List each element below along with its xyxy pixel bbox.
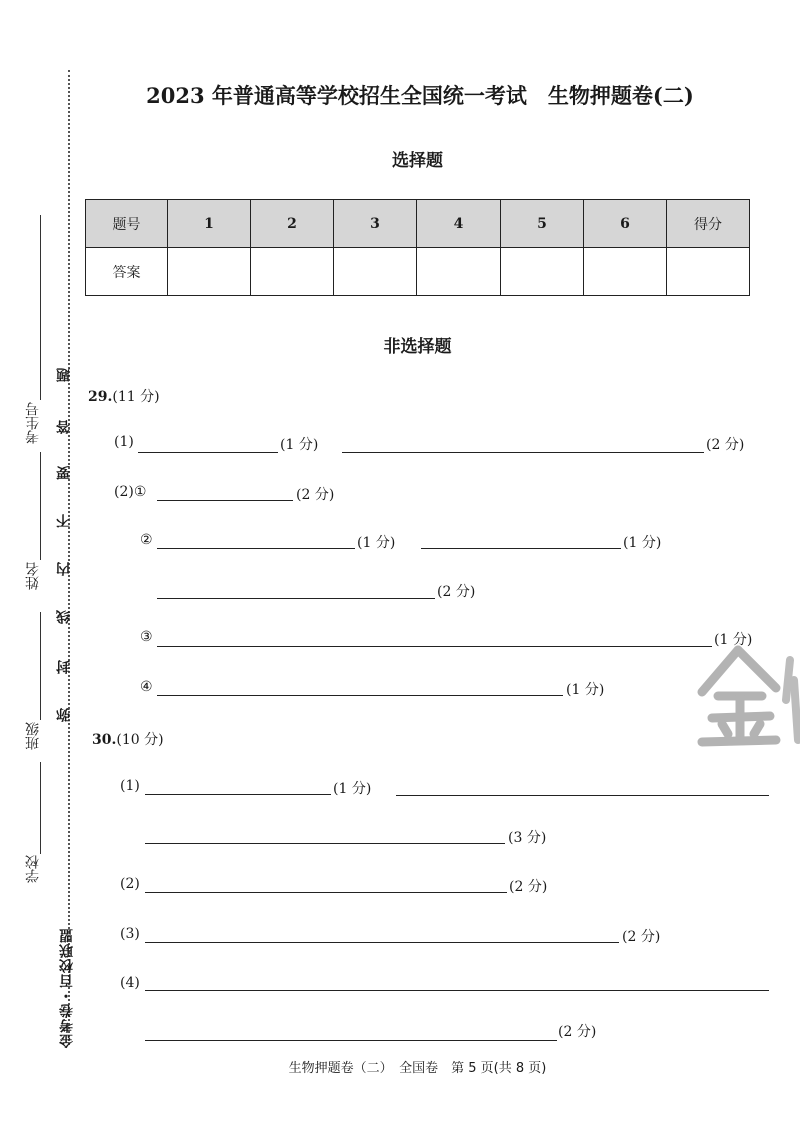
page-title: 2023 年普通高等学校招生全国统一考试 生物押题卷(二) [146,83,694,108]
jin-watermark-icon [690,640,800,750]
q30-part3-label: (3) [120,926,140,942]
brand-label: 金考卷・百校联盟 [59,928,75,1048]
question-score: (11 分) [112,389,160,405]
school-label: 学校 [25,855,41,883]
answer-blank[interactable] [157,646,712,647]
answer-blank[interactable] [157,598,435,599]
question-number: 29. [88,389,113,405]
points-label: (1 分) [566,682,605,698]
answer-table [85,199,750,296]
answer-table-header-row [86,200,750,248]
header-cell: 1 [168,200,251,248]
name-label: 姓名 [25,562,41,590]
points-label: (2 分) [437,584,476,600]
header-cell: 3 [334,200,417,248]
question-score: (10 分) [116,732,164,748]
answer-cell[interactable] [584,248,667,296]
answer-cell[interactable] [334,248,417,296]
header-cell: 得分 [667,200,750,248]
q30-part1-label: (1) [120,778,140,794]
school-field[interactable] [40,762,41,854]
answer-blank[interactable] [157,695,563,696]
q29-part1-label: (1) [114,434,134,450]
answer-blank[interactable] [157,548,355,549]
answer-blank[interactable] [145,843,505,844]
header-cell: 2 [251,200,334,248]
question-30-header [92,729,164,749]
answer-blank[interactable] [157,500,293,501]
answer-cell[interactable] [251,248,334,296]
points-label: (2 分) [296,487,335,503]
header-cell: 4 [417,200,501,248]
exam-number-label: 考生号 [25,402,41,444]
q29-part2-item2-label: ② [140,532,153,548]
row-label: 答案 [86,248,168,296]
points-label: (3 分) [508,830,547,846]
question-number: 30. [92,732,117,748]
points-label: (1 分) [333,781,372,797]
points-label: (1 分) [357,535,396,551]
section-title-nonchoice: 非选择题 [383,337,452,357]
answer-blank[interactable] [145,942,619,943]
q30-part4-label: (4) [120,975,140,991]
seal-char: 内 [56,562,72,576]
seal-char: 题 [56,368,72,382]
answer-blank[interactable] [421,548,621,549]
exam-number-field[interactable] [40,215,41,400]
answer-cell[interactable] [417,248,501,296]
q29-part2-label: (2)① [114,484,147,500]
answer-cell[interactable] [501,248,584,296]
seal-char: 要 [56,466,72,480]
header-cell: 题号 [86,200,168,248]
points-label: (1 分) [623,535,662,551]
seal-char: 不 [56,514,72,528]
seal-char: 答 [56,420,72,434]
answer-blank[interactable] [145,990,769,991]
header-cell: 5 [501,200,584,248]
page-footer: 生物押题卷（二） 全国卷 第 5 页(共 8 页) [288,1061,547,1076]
points-label: (2 分) [622,929,661,945]
points-label: (2 分) [509,879,548,895]
class-field[interactable] [40,612,41,720]
points-label: (2 分) [558,1024,597,1040]
score-cell[interactable] [667,248,750,296]
points-label: (1 分) [280,437,319,453]
seal-char: 线 [56,610,72,624]
seal-char: 封 [56,660,72,674]
seal-char: 弥 [56,708,72,722]
name-field[interactable] [40,452,41,560]
answer-cell[interactable] [168,248,251,296]
answer-blank[interactable] [396,795,769,796]
q29-part2-item3-label: ③ [140,629,153,645]
points-label: (1 分) [714,632,753,648]
answer-blank[interactable] [145,892,507,893]
q29-part2-item4-label: ④ [140,679,153,695]
answer-table-row [86,248,750,296]
section-title-choice: 选择题 [392,151,443,171]
points-label: (2 分) [706,437,745,453]
question-29-header [88,386,160,406]
answer-blank[interactable] [145,794,331,795]
answer-blank[interactable] [138,452,278,453]
answer-blank[interactable] [145,1040,557,1041]
q30-part2-label: (2) [120,876,140,892]
header-cell: 6 [584,200,667,248]
answer-blank[interactable] [342,452,704,453]
class-label: 班级 [25,722,41,750]
